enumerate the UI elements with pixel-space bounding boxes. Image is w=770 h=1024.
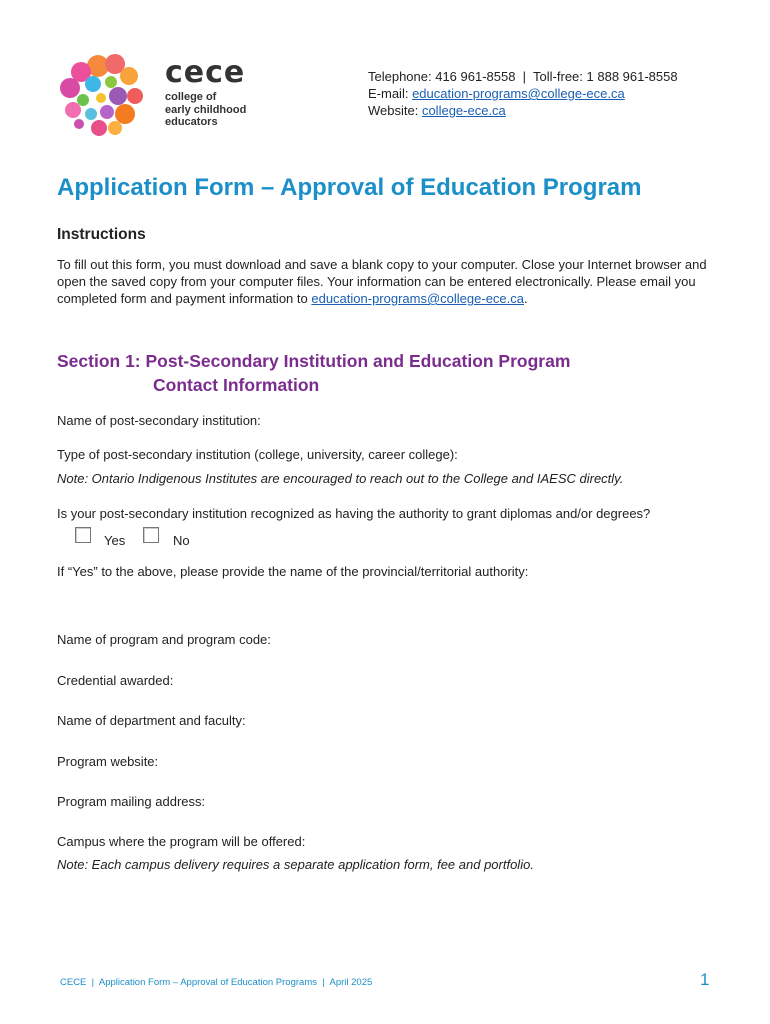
no-checkbox[interactable] <box>143 527 159 543</box>
logo-subline-1: college of <box>165 91 217 103</box>
yes-label: Yes <box>104 533 126 548</box>
page-title: Application Form – Approval of Education Program <box>57 174 642 201</box>
contact-phone: Telephone: 416 961-8558 | Toll-free: 1 888 961-8558 <box>368 69 678 84</box>
instructions-end: . <box>524 291 528 306</box>
section-1-title-line1: Section 1: Post-Secondary Institution and Education Program <box>57 351 571 371</box>
section-1-title <box>57 349 570 397</box>
logo-wordmark: cece <box>165 55 246 90</box>
section-1-title-line2: Contact Information <box>153 375 320 395</box>
indigenous-note: Note: Ontario Indigenous Institutes are encouraged to reach out to the College and IAESC directly. <box>57 471 624 486</box>
program-website-label: Program website: <box>57 754 159 769</box>
contact-website-link[interactable]: college-ece.ca <box>421 103 506 118</box>
logo-circles-icon <box>60 54 143 136</box>
institution-type-label: Type of post-secondary institution (college, university, career college): <box>57 447 458 462</box>
credential-label: Credential awarded: <box>57 673 174 688</box>
program-name-label: Name of program and program code: <box>57 632 271 647</box>
contact-email-row <box>368 85 678 102</box>
logo-subline-2: early childhood <box>165 103 247 116</box>
authority-question: If “Yes” to the above, please provide the name of the provincial/territorial authority: <box>57 564 529 579</box>
contact-website-label: Website: <box>368 103 422 118</box>
contact-website-row <box>368 102 678 119</box>
logo-subline-3: educators <box>165 116 218 128</box>
campus-note: Note: Each campus delivery requires a separate application form, fee and portfolio. <box>57 857 534 872</box>
no-label: No <box>173 533 190 548</box>
campus-label: Campus where the program will be offered: <box>57 834 306 849</box>
contact-block <box>368 68 678 119</box>
instructions-text: To fill out this form, you must download and save a blank copy to your computer. Close your Internet browser and open the saved copy from your computer files. Your information can be entered electronically. Please email you completed form and payment information to <box>57 257 707 306</box>
page-footer: CECE | Application Form – Approval of Education Programs | April 2025 <box>60 977 373 988</box>
yes-checkbox[interactable] <box>75 527 91 543</box>
instructions-email-link[interactable]: education-programs@college-ece.ca <box>311 291 524 306</box>
mailing-address-label: Program mailing address: <box>57 794 206 809</box>
institution-name-label: Name of post-secondary institution: <box>57 413 261 428</box>
recognized-question: Is your post-secondary institution recognized as having the authority to grant diplomas and/or degrees? <box>57 506 651 521</box>
instructions-heading: Instructions <box>57 226 146 243</box>
page-number: 1 <box>700 970 710 989</box>
instructions-body <box>57 256 717 307</box>
department-label: Name of department and faculty: <box>57 713 246 728</box>
logo-text <box>165 55 247 129</box>
contact-email-link[interactable]: education-programs@college-ece.ca <box>412 86 625 101</box>
contact-email-label: E-mail: <box>368 86 413 101</box>
